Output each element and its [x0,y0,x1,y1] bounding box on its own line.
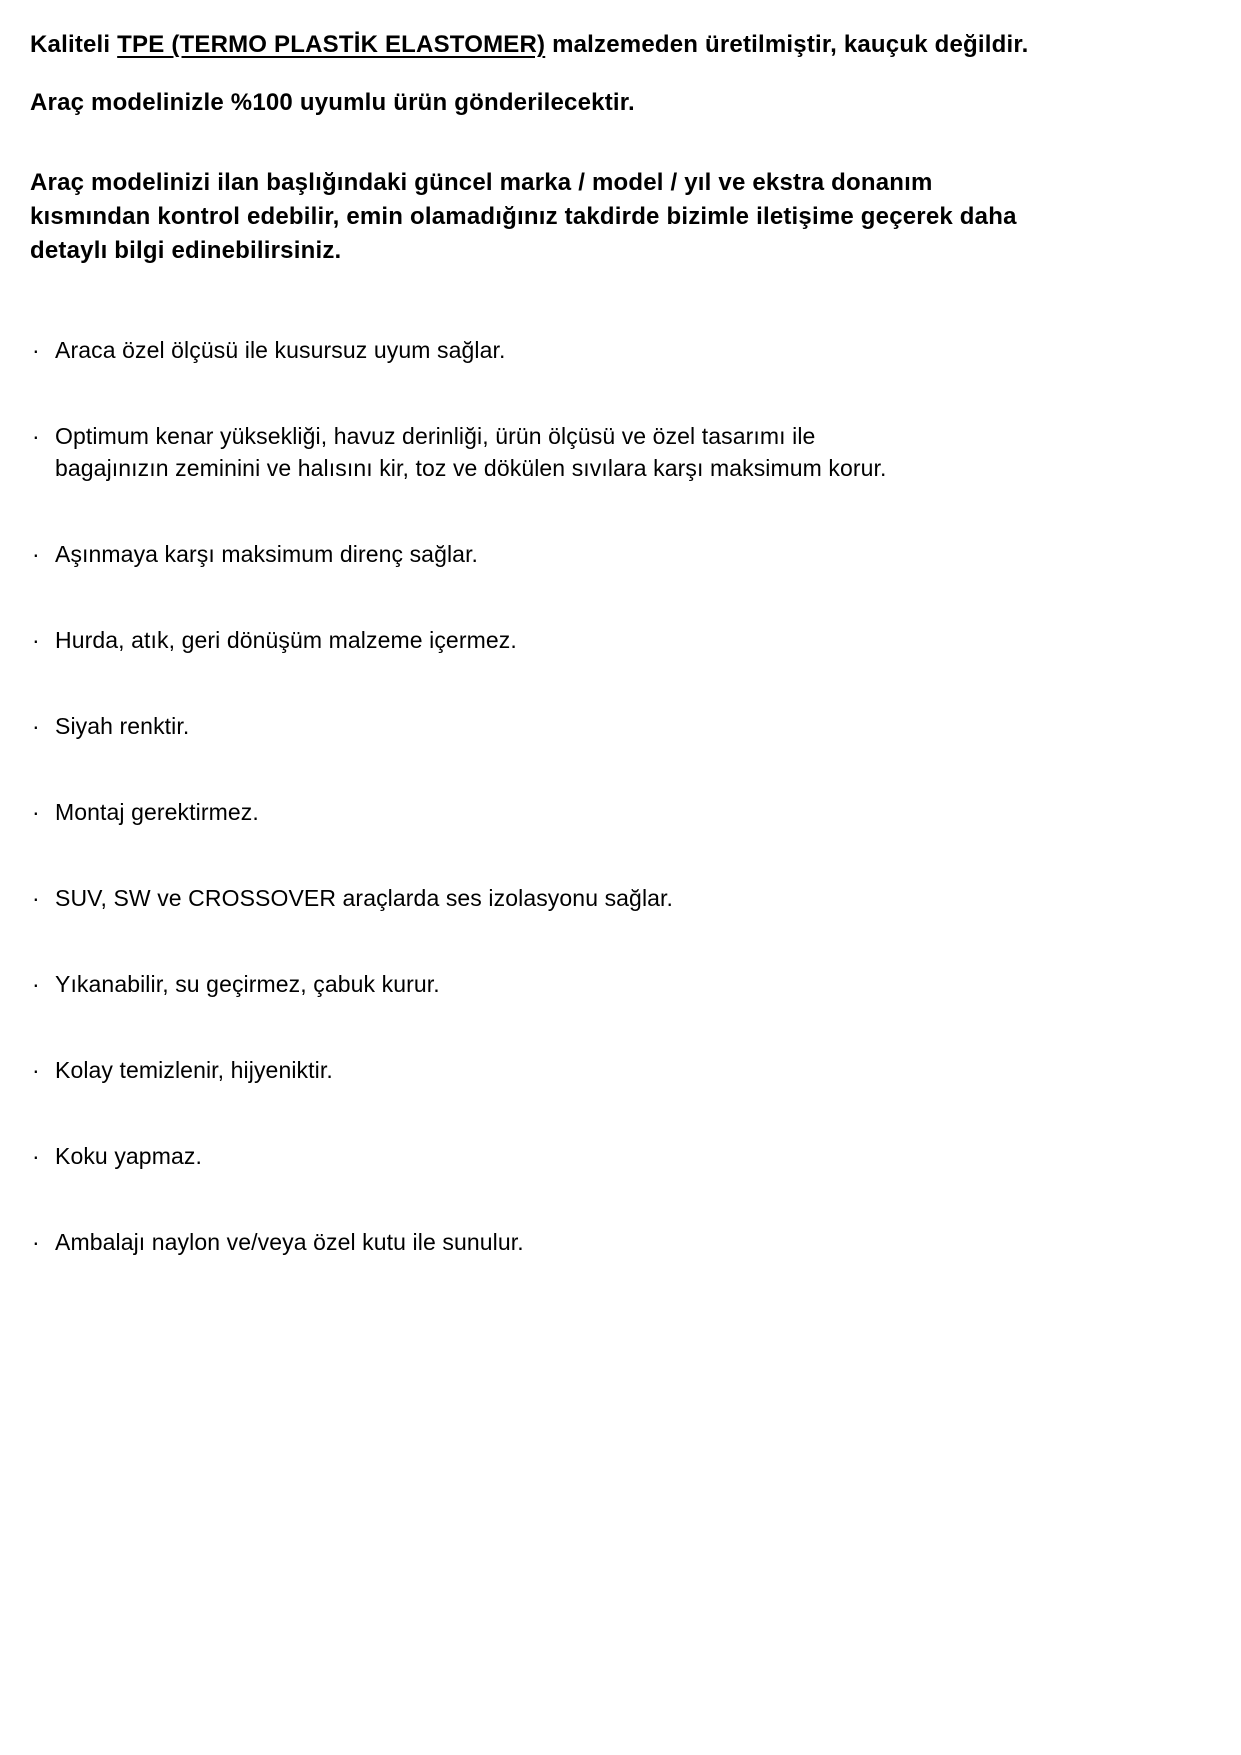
list-item-line: Ambalajı naylon ve/veya özel kutu ile sunulur. [55,1229,524,1255]
list-item-text [55,1140,1211,1172]
list-item-text [55,624,1211,656]
bullet-icon: · [32,1143,40,1169]
list-item-text [55,882,1211,914]
list-item-text [55,1054,1211,1086]
bullet-icon: · [32,799,40,825]
list-item [30,968,1211,1000]
bullet-icon: · [32,1057,40,1083]
title-suffix: malzemeden üretilmiştir, kauçuk değildir. [545,31,1029,58]
list-item [30,1054,1211,1086]
title-prefix: Kaliteli [30,31,118,58]
paragraph-line: detaylı bilgi edinebilirsiniz. [30,237,342,264]
list-item-line: Yıkanabilir, su geçirmez, çabuk kurur. [55,971,440,997]
list-item [30,882,1211,914]
bullet-icon: · [32,713,40,739]
list-item-text [55,538,1211,570]
paragraph-line: Araç modelinizi ilan başlığındaki güncel marka / model / yıl ve ekstra donanım [30,169,933,196]
list-item-line: Hurda, atık, geri dönüşüm malzeme içermez. [55,627,517,653]
list-item-text [55,968,1211,1000]
list-item [30,334,1211,366]
model-check-paragraph [30,166,1211,268]
list-item [30,710,1211,742]
title-underlined-material-name: TPE (TERMO PLASTİK ELASTOMER) [117,31,546,58]
list-item-line: bagajınızın zeminini ve halısını kir, toz ve dökülen sıvılara karşı maksimum korur. [55,455,887,481]
list-item [30,420,1211,484]
bullet-icon: · [32,541,40,567]
list-item-text [55,334,1211,366]
list-item-line: Koku yapmaz. [55,1143,202,1169]
bullet-icon: · [32,971,40,997]
bullet-icon: · [32,627,40,653]
list-item-line: SUV, SW ve CROSSOVER araçlarda ses izolasyonu sağlar. [55,885,674,911]
list-item-line: Kolay temizlenir, hijyeniktir. [55,1057,333,1083]
bullet-icon: · [32,1229,40,1255]
list-item [30,796,1211,828]
bullet-icon: · [32,885,40,911]
list-item-text [55,420,1211,484]
bullet-icon: · [32,337,40,363]
list-item-line: Montaj gerektirmez. [55,799,259,825]
list-item [30,624,1211,656]
list-item-text [55,796,1211,828]
list-item [30,538,1211,570]
title-line-material [30,28,1211,62]
bullet-icon: · [32,423,40,449]
list-item [30,1140,1211,1172]
list-item-text [55,1226,1211,1258]
list-item-line: Siyah renktir. [55,713,190,739]
list-item-line: Aşınmaya karşı maksimum direnç sağlar. [55,541,479,567]
list-item-text [55,710,1211,742]
intro-section [30,28,1211,268]
list-item-line: Araca özel ölçüsü ile kusursuz uyum sağlar. [55,337,506,363]
paragraph-line: kısmından kontrol edebilir, emin olamadığınız takdirde bizimle iletişime geçerek daha [30,203,1017,230]
compatibility-line: Araç modelinizle %100 uyumlu ürün gönderilecektir. [30,89,635,116]
list-item-line: Optimum kenar yüksekliği, havuz derinliği, ürün ölçüsü ve özel tasarımı ile [55,423,816,449]
feature-list [30,334,1211,1258]
list-item [30,1226,1211,1258]
